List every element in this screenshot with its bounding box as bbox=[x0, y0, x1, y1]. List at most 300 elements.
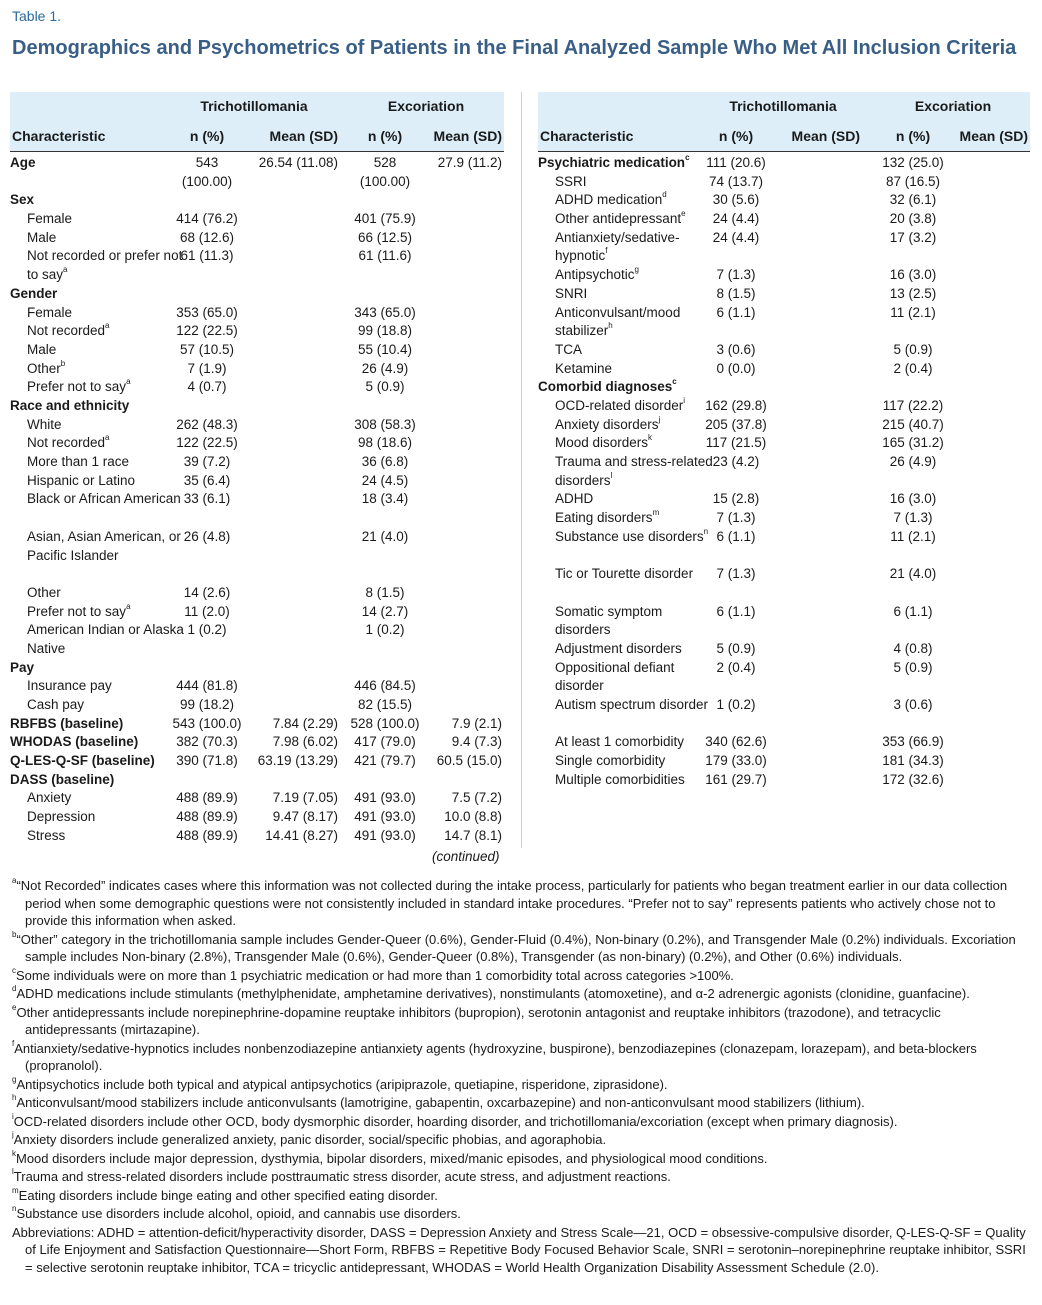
table-row bbox=[10, 584, 504, 603]
excor-n-cell: 528 (100.0) bbox=[350, 715, 420, 731]
excor-n-cell: 172 (32.6) bbox=[882, 771, 944, 787]
table-row bbox=[10, 397, 504, 416]
tricho-n-cell: 414 (76.2) bbox=[176, 211, 238, 227]
row-label-text: Hispanic or Latino bbox=[27, 472, 136, 488]
row-label bbox=[10, 397, 168, 416]
row-label-text: ADHD bbox=[555, 491, 594, 507]
row-label bbox=[538, 266, 720, 285]
tricho-mean-cell: 26.54 (11.08) bbox=[258, 155, 338, 170]
table-row bbox=[538, 360, 1030, 379]
row-label bbox=[10, 285, 168, 304]
table-row bbox=[10, 378, 504, 397]
footnote bbox=[12, 877, 1032, 930]
table-row bbox=[10, 472, 504, 491]
row-label-text: SSRI bbox=[555, 173, 587, 189]
row-label bbox=[10, 584, 185, 603]
row-label bbox=[10, 304, 185, 323]
row-label bbox=[538, 752, 720, 771]
footnote-text: Mood disorders include major depression, dysthymia, bipolar disorders, mixed/manic episodes, and physiological mood conditions. bbox=[16, 1150, 768, 1166]
row-label bbox=[538, 434, 720, 453]
row-label bbox=[10, 154, 168, 173]
tricho-n-cell: 24 (4.4) bbox=[712, 229, 760, 245]
footnote-marker: f bbox=[12, 1038, 15, 1048]
excor-n-cell: 11 (2.1) bbox=[890, 304, 936, 320]
footnote-text: Some individuals were on more than 1 psychiatric medication or had more than 1 comorbidity total across categories >100%. bbox=[16, 967, 734, 983]
footnote-marker: d bbox=[662, 190, 667, 200]
tricho-n-cell: 122 (22.5) bbox=[176, 323, 238, 339]
tricho-n-cell: 3 (0.6) bbox=[716, 341, 756, 357]
row-label bbox=[538, 210, 720, 229]
excor-n-cell: 8 (1.5) bbox=[365, 584, 405, 600]
row-label bbox=[10, 603, 185, 622]
row-label-text: Gender bbox=[10, 285, 58, 301]
table-row bbox=[10, 677, 504, 696]
row-label-text: Other antidepressant bbox=[555, 211, 682, 227]
row-label bbox=[538, 565, 720, 584]
footnote-marker: a bbox=[63, 265, 68, 275]
tricho-n-cell: 488 (89.9) bbox=[176, 809, 238, 825]
table-row bbox=[10, 603, 504, 622]
row-label bbox=[538, 191, 720, 210]
row-label-text: Prefer not to say bbox=[27, 379, 127, 395]
right-table-body bbox=[538, 152, 1030, 790]
row-label bbox=[538, 229, 720, 266]
footnote bbox=[12, 1094, 1032, 1112]
tricho-n-cell: 14 (2.6) bbox=[183, 584, 231, 600]
excor-mean-cell: 7.9 (2.1) bbox=[451, 715, 502, 731]
table-row bbox=[538, 341, 1030, 360]
tricho-mean-cell: 7.84 (2.29) bbox=[272, 715, 338, 731]
table-footnotes bbox=[12, 877, 1032, 1276]
footnote-text: Antipsychotics include both typical and atypical antipsychotics (aripiprazole, quetiapine, risperidone, ziprasidone). bbox=[16, 1076, 668, 1092]
footnote-marker: b bbox=[60, 358, 66, 368]
excor-mean-cell: 27.9 (11.2) bbox=[437, 155, 502, 170]
excor-n-cell: 87 (16.5) bbox=[885, 173, 941, 189]
row-label bbox=[10, 715, 168, 734]
row-label bbox=[10, 752, 168, 771]
table-row bbox=[10, 659, 504, 678]
row-label-text: Age bbox=[10, 155, 36, 170]
tricho-n-cell: 340 (62.6) bbox=[705, 734, 767, 750]
excor-n-cell: 5 (0.9) bbox=[893, 341, 933, 357]
footnote-marker: k bbox=[12, 1148, 16, 1158]
footnote-marker: d bbox=[12, 984, 17, 993]
row-label-text: Mood disorders bbox=[555, 435, 649, 451]
excor-n-cell: 215 (40.7) bbox=[882, 416, 944, 432]
excor-n-cell: 181 (34.3) bbox=[882, 753, 944, 769]
tricho-n-cell: 6 (1.1) bbox=[716, 528, 756, 544]
table-row bbox=[538, 603, 1030, 640]
table-row bbox=[538, 733, 1030, 752]
footnote bbox=[12, 1150, 1032, 1168]
excor-n-cell: 61 (11.6) bbox=[358, 248, 412, 264]
tricho-mean-cell: 9.47 (8.17) bbox=[272, 809, 338, 825]
excor-mean-cell: 60.5 (15.0) bbox=[436, 753, 502, 769]
row-label bbox=[538, 304, 720, 341]
tricho-n-cell: 74 (13.7) bbox=[708, 173, 764, 189]
tricho-n-cell: 24 (4.4) bbox=[712, 211, 760, 227]
excor-n-cell: 82 (15.5) bbox=[357, 697, 413, 713]
footnote-text: Anxiety disorders include generalized anxiety, panic disorder, social/specific phobias, and agoraphobia. bbox=[13, 1132, 607, 1147]
row-label-text: ADHD medication bbox=[555, 192, 663, 208]
row-label bbox=[10, 528, 185, 565]
footnote-marker: h bbox=[12, 1093, 17, 1102]
table-row bbox=[538, 640, 1030, 659]
footnote-marker: l bbox=[12, 1167, 14, 1176]
row-label bbox=[10, 677, 185, 696]
excor-mean-cell: 14.7 (8.1) bbox=[444, 827, 502, 843]
tricho-n-cell: 117 (21.5) bbox=[705, 435, 767, 451]
row-label-text: Female bbox=[27, 211, 73, 227]
row-label bbox=[538, 173, 720, 192]
footnote-marker: b bbox=[12, 929, 17, 939]
excor-n-cell: 55 (10.4) bbox=[357, 341, 413, 357]
tricho-n-cell: 262 (48.3) bbox=[176, 416, 238, 432]
footnote-marker: h bbox=[608, 321, 613, 331]
excor-n-cell: 14 (2.7) bbox=[361, 603, 409, 619]
footnote-marker: i bbox=[683, 395, 686, 405]
row-label bbox=[10, 341, 185, 360]
tricho-n-cell: 68 (12.6) bbox=[179, 229, 235, 245]
row-label-text: Insurance pay bbox=[27, 678, 112, 694]
row-label-text: Race and ethnicity bbox=[10, 397, 130, 413]
footnote-marker: e bbox=[12, 1002, 17, 1012]
tricho-n-cell: 488 (89.9) bbox=[176, 790, 238, 806]
row-label bbox=[10, 808, 185, 827]
excor-n-cell: 528 (100.00) bbox=[359, 155, 411, 189]
row-label-text: RBFBS (baseline) bbox=[10, 715, 124, 731]
excor-n-cell: 401 (75.9) bbox=[354, 211, 416, 227]
abbreviations-note: Abbreviations: ADHD = attention-deficit/hyperactivity disorder, DASS = Depression Anxiety and Stress Scale—21, OCD = obsessive-compulsive disorder, Q-LES-Q-SF = Quality of Life Enjoyment and Satisfaction Questionnaire—Short Form, RBFBS = Repetitive Body Focused Behavior Scale, SNRI = serotonin–norepinephrine reuptake inhibitor, SSRI = selective serotonin reuptake inhibitor, TCA = tricyclic antidepressant, WHODAS = World Health Organization Disability Assessment Schedule (2.0). bbox=[12, 1224, 1026, 1275]
row-label-text: Eating disorders bbox=[555, 510, 653, 526]
excor-n-cell: 21 (4.0) bbox=[889, 566, 937, 582]
characteristic-header: Characteristic bbox=[540, 128, 634, 144]
table-row bbox=[10, 210, 504, 229]
footnote-marker: a bbox=[126, 601, 131, 611]
table-row bbox=[10, 285, 504, 304]
table-row bbox=[10, 229, 504, 248]
row-label bbox=[10, 210, 185, 229]
table-row bbox=[10, 528, 504, 584]
table-row bbox=[10, 416, 504, 435]
row-label-text: OCD-related disorder bbox=[555, 397, 684, 413]
table-row bbox=[538, 453, 1030, 490]
row-label bbox=[10, 191, 168, 210]
footnote-marker: l bbox=[610, 470, 613, 480]
row-label-text: Other bbox=[27, 584, 61, 600]
table-row bbox=[10, 696, 504, 715]
tricho-n-cell: 35 (6.4) bbox=[183, 472, 231, 488]
footnote bbox=[12, 1168, 1032, 1186]
tricho-mean-header: Mean (SD) bbox=[791, 128, 860, 144]
row-label-text: Not recorded bbox=[27, 435, 106, 451]
table-row bbox=[10, 360, 504, 379]
footnote bbox=[12, 1004, 1032, 1039]
table-row bbox=[538, 154, 1030, 173]
row-label-text: Q-LES-Q-SF (baseline) bbox=[10, 753, 155, 769]
table-row bbox=[538, 191, 1030, 210]
row-label bbox=[538, 397, 720, 416]
excor-n-cell: 165 (31.2) bbox=[882, 435, 944, 451]
tricho-n-cell: 1 (0.2) bbox=[187, 622, 227, 638]
footnote-marker: n bbox=[12, 1204, 17, 1213]
excor-n-cell: 7 (1.3) bbox=[893, 510, 933, 526]
row-label bbox=[538, 490, 720, 509]
row-label bbox=[10, 771, 168, 790]
tricho-n-cell: 33 (6.1) bbox=[183, 491, 231, 507]
tricho-n-cell: 4 (0.7) bbox=[187, 379, 227, 395]
footnote-text: Other antidepressants include norepinephrine-dopamine reuptake inhibitors (bupropion), serotonin antagonist and reuptake inhibitors (trazodone), and tetracyclic antidepressants (mirtazapine). bbox=[16, 1004, 941, 1037]
row-label bbox=[10, 827, 185, 846]
row-label-text: SNRI bbox=[555, 285, 588, 301]
footnote-marker: a bbox=[105, 433, 110, 443]
excor-mean-cell: 10.0 (8.8) bbox=[444, 809, 502, 825]
row-label-text: Antianxiety/sedative-hypnotic bbox=[555, 229, 680, 264]
table-row bbox=[10, 715, 504, 734]
footnote bbox=[12, 1113, 1032, 1131]
tricho-n-cell: 543 (100.00) bbox=[181, 155, 233, 189]
footnote-marker: c bbox=[685, 153, 690, 162]
row-label-text: Stress bbox=[27, 827, 66, 843]
row-label bbox=[538, 416, 720, 435]
table-row bbox=[10, 771, 504, 790]
footnote-marker: n bbox=[703, 526, 709, 536]
footnote-marker: a bbox=[105, 321, 110, 331]
table-row bbox=[10, 322, 504, 341]
tricho-n-cell: 382 (70.3) bbox=[176, 734, 238, 750]
row-label bbox=[538, 733, 720, 752]
row-label bbox=[10, 789, 185, 808]
tricho-n-cell: 2 (0.4) bbox=[716, 659, 756, 675]
footnote-text: OCD-related disorders include other OCD, body dysmorphic disorder, hoarding disorder, and trichotillomania/excoriation (except when primary diagnosis). bbox=[13, 1113, 898, 1129]
row-label bbox=[10, 434, 185, 453]
excor-n-cell: 13 (2.5) bbox=[889, 285, 937, 301]
row-label-text: Not recorded bbox=[27, 323, 106, 339]
footnote bbox=[12, 1187, 1032, 1205]
excor-n-cell: 66 (12.5) bbox=[357, 229, 413, 245]
row-label bbox=[538, 771, 720, 790]
tricho-n-cell: 23 (4.2) bbox=[712, 454, 760, 470]
table-row bbox=[538, 565, 1030, 602]
excor-n-cell: 446 (84.5) bbox=[354, 678, 416, 694]
excor-mean-header: Mean (SD) bbox=[433, 128, 502, 144]
footnote-marker: a bbox=[126, 377, 131, 387]
excoriation-header: Excoriation bbox=[876, 92, 1030, 122]
tricho-n-cell: 61 (11.3) bbox=[180, 248, 234, 264]
footnote-marker: c bbox=[12, 965, 16, 975]
excor-n-cell: 132 (25.0) bbox=[882, 155, 944, 170]
row-label-text: Oppositional defiant disorder bbox=[555, 659, 675, 694]
tricho-n-cell: 5 (0.9) bbox=[716, 640, 756, 656]
excor-mean-cell: 7.5 (7.2) bbox=[451, 790, 502, 806]
tricho-n-cell: 161 (29.7) bbox=[705, 771, 767, 787]
tricho-n-cell: 39 (7.2) bbox=[183, 454, 231, 470]
excor-n-cell: 1 (0.2) bbox=[365, 622, 405, 638]
right-table-panel bbox=[538, 92, 1030, 790]
footnote bbox=[12, 931, 1032, 966]
row-label bbox=[10, 247, 185, 284]
footnote bbox=[12, 1040, 1032, 1075]
excor-n-cell: 491 (93.0) bbox=[354, 827, 416, 843]
tricho-n-cell: 6 (1.1) bbox=[716, 304, 756, 320]
row-label-text: Psychiatric medication bbox=[538, 155, 686, 170]
tricho-n-cell: 26 (4.8) bbox=[183, 528, 231, 544]
table-row bbox=[10, 453, 504, 472]
row-label-text: More than 1 race bbox=[27, 454, 130, 470]
table-row bbox=[10, 733, 504, 752]
row-label bbox=[10, 322, 185, 341]
row-label-text: Male bbox=[27, 229, 57, 245]
tricho-n-cell: 8 (1.5) bbox=[716, 285, 756, 301]
excor-n-cell: 99 (18.8) bbox=[357, 323, 413, 339]
column-header-row bbox=[538, 121, 1030, 151]
excor-n-cell: 16 (3.0) bbox=[889, 491, 937, 507]
row-label-text: Anticonvulsant/mood stabilizer bbox=[555, 304, 681, 339]
excor-n-cell: 36 (6.8) bbox=[361, 454, 409, 470]
continued-note: (continued) bbox=[432, 849, 500, 864]
row-label bbox=[10, 659, 168, 678]
excor-n-cell: 491 (93.0) bbox=[354, 790, 416, 806]
row-label-text: American Indian or Alaska Native bbox=[27, 622, 184, 656]
table-row bbox=[538, 771, 1030, 790]
row-label bbox=[10, 490, 185, 509]
row-label bbox=[538, 528, 720, 547]
row-label bbox=[10, 360, 185, 379]
tricho-n-cell: 57 (10.5) bbox=[179, 341, 235, 357]
footnote-marker: a bbox=[12, 876, 17, 885]
trichotillomania-header: Trichotillomania bbox=[700, 92, 866, 122]
row-label bbox=[538, 285, 720, 304]
table-row bbox=[538, 490, 1030, 509]
footnote-text: Antianxiety/sedative-hypnotics includes nonbenzodiazepine antianxiety agents (hydroxyzine, buspirone), benzodiazepines (clonazepam, lorazepam), and beta-blockers (propranolol). bbox=[14, 1040, 977, 1073]
table-row bbox=[538, 210, 1030, 229]
excoriation-header: Excoriation bbox=[348, 92, 504, 122]
tricho-n-cell: 390 (71.8) bbox=[176, 753, 238, 769]
tricho-mean-cell: 63.19 (13.29) bbox=[257, 753, 338, 769]
excor-n-cell: 11 (2.1) bbox=[890, 528, 936, 544]
tricho-n-cell: 444 (81.8) bbox=[176, 678, 238, 694]
footnote-text: “Other” category in the trichotillomania sample includes Gender-Queer (0.6%), Gender-Fluid (0.4%), Non-binary (0.2%), and Transgender Male (0.2%) individuals. Excoriation sample includes Non-binary (2.8%), Transgender Male (0.6%), Gender-Queer (0.8%), Transgender (as non-binary) (0.2%), and Other (0.6%) individuals. bbox=[16, 931, 1016, 964]
footnote bbox=[12, 1131, 1032, 1149]
footnote-marker: c bbox=[672, 377, 677, 387]
excor-n-cell: 491 (93.0) bbox=[354, 809, 416, 825]
table-row bbox=[10, 304, 504, 323]
row-label bbox=[10, 621, 185, 658]
row-label bbox=[10, 378, 185, 397]
row-label-text: Single comorbidity bbox=[555, 753, 666, 769]
tricho-n-cell: 7 (1.3) bbox=[716, 267, 756, 283]
table-row bbox=[10, 434, 504, 453]
table-title: Demographics and Psychometrics of Patients in the Final Analyzed Sample Who Met All Inclusion Criteria bbox=[12, 37, 1017, 59]
row-label-text: Autism spectrum disorder bbox=[555, 697, 709, 713]
tricho-n-cell: 99 (18.2) bbox=[179, 697, 235, 713]
excor-n-cell: 5 (0.9) bbox=[365, 379, 405, 395]
row-label-text: At least 1 comorbidity bbox=[555, 734, 685, 750]
excor-n-cell: 4 (0.8) bbox=[893, 640, 933, 656]
group-header-row bbox=[538, 92, 1030, 121]
row-label-text: Ketamine bbox=[555, 360, 613, 376]
row-label bbox=[10, 229, 185, 248]
table-label: Table 1. bbox=[12, 8, 62, 24]
row-label-text: Tic or Tourette disorder bbox=[555, 566, 694, 582]
excor-n-cell: 18 (3.4) bbox=[361, 491, 409, 507]
table-row bbox=[538, 434, 1030, 453]
tricho-n-cell: 6 (1.1) bbox=[716, 603, 756, 619]
row-label-text: Pay bbox=[10, 659, 35, 675]
column-header-row bbox=[10, 121, 504, 151]
table-row bbox=[10, 191, 504, 210]
footnote-marker: k bbox=[648, 433, 653, 443]
row-label bbox=[538, 640, 720, 659]
row-label-text: DASS (baseline) bbox=[10, 771, 115, 787]
table-row bbox=[538, 659, 1030, 696]
excor-n-cell: 421 (79.7) bbox=[354, 753, 416, 769]
table-row bbox=[538, 378, 1030, 397]
footnote-marker: j bbox=[12, 1130, 14, 1139]
excor-n-cell: 98 (18.6) bbox=[357, 435, 413, 451]
row-label-text: Other bbox=[27, 360, 61, 376]
footnote bbox=[12, 1205, 1032, 1223]
table-row bbox=[10, 789, 504, 808]
excor-n-cell: 353 (66.9) bbox=[882, 734, 944, 750]
table-row bbox=[538, 416, 1030, 435]
row-label-text: TCA bbox=[555, 341, 582, 357]
tricho-n-cell: 353 (65.0) bbox=[176, 304, 238, 320]
table-row bbox=[538, 696, 1030, 733]
tricho-mean-cell: 7.19 (7.05) bbox=[272, 790, 338, 806]
row-label-text: Anxiety disorders bbox=[555, 416, 659, 432]
excor-n-cell: 3 (0.6) bbox=[893, 697, 933, 713]
row-label-text: Sex bbox=[10, 192, 35, 208]
row-label-text: Female bbox=[27, 304, 73, 320]
row-label bbox=[538, 154, 703, 173]
row-label bbox=[538, 659, 720, 696]
table-row bbox=[538, 173, 1030, 192]
row-label bbox=[538, 509, 720, 528]
row-label bbox=[10, 696, 185, 715]
tricho-n-header: n (%) bbox=[718, 128, 754, 144]
row-label-text: Adjustment disorders bbox=[555, 640, 682, 656]
row-label bbox=[538, 341, 720, 360]
table-row bbox=[10, 341, 504, 360]
row-label bbox=[538, 453, 720, 490]
tricho-n-cell: 11 (2.0) bbox=[184, 603, 230, 619]
tricho-mean-header: Mean (SD) bbox=[269, 128, 338, 144]
group-header-row bbox=[10, 92, 504, 121]
footnote-marker: m bbox=[652, 508, 660, 518]
row-label-text: Anxiety bbox=[27, 790, 72, 806]
footnote-marker: m bbox=[12, 1185, 19, 1195]
row-label bbox=[10, 733, 168, 752]
row-label-text: WHODAS (baseline) bbox=[10, 734, 139, 750]
excor-n-cell: 2 (0.4) bbox=[893, 360, 933, 376]
table-row bbox=[10, 154, 504, 191]
row-label-text: Black or African American bbox=[27, 491, 181, 507]
excor-n-cell: 117 (22.2) bbox=[882, 397, 944, 413]
row-label bbox=[10, 416, 185, 435]
row-label-text: Asian, Asian American, or Pacific Islander bbox=[27, 528, 181, 563]
row-label-text: White bbox=[27, 416, 62, 432]
tricho-n-header: n (%) bbox=[189, 128, 225, 144]
tricho-n-cell: 7 (1.9) bbox=[187, 360, 227, 376]
tricho-n-cell: 162 (29.8) bbox=[705, 397, 767, 413]
tricho-n-cell: 488 (89.9) bbox=[176, 827, 238, 843]
footnote-text: Trauma and stress-related disorders include posttraumatic stress disorder, acute stress, and adjustment reactions. bbox=[13, 1169, 671, 1184]
table-row bbox=[10, 247, 504, 284]
footnote bbox=[12, 967, 1032, 985]
table-row bbox=[538, 509, 1030, 528]
excor-n-cell: 5 (0.9) bbox=[893, 659, 933, 675]
